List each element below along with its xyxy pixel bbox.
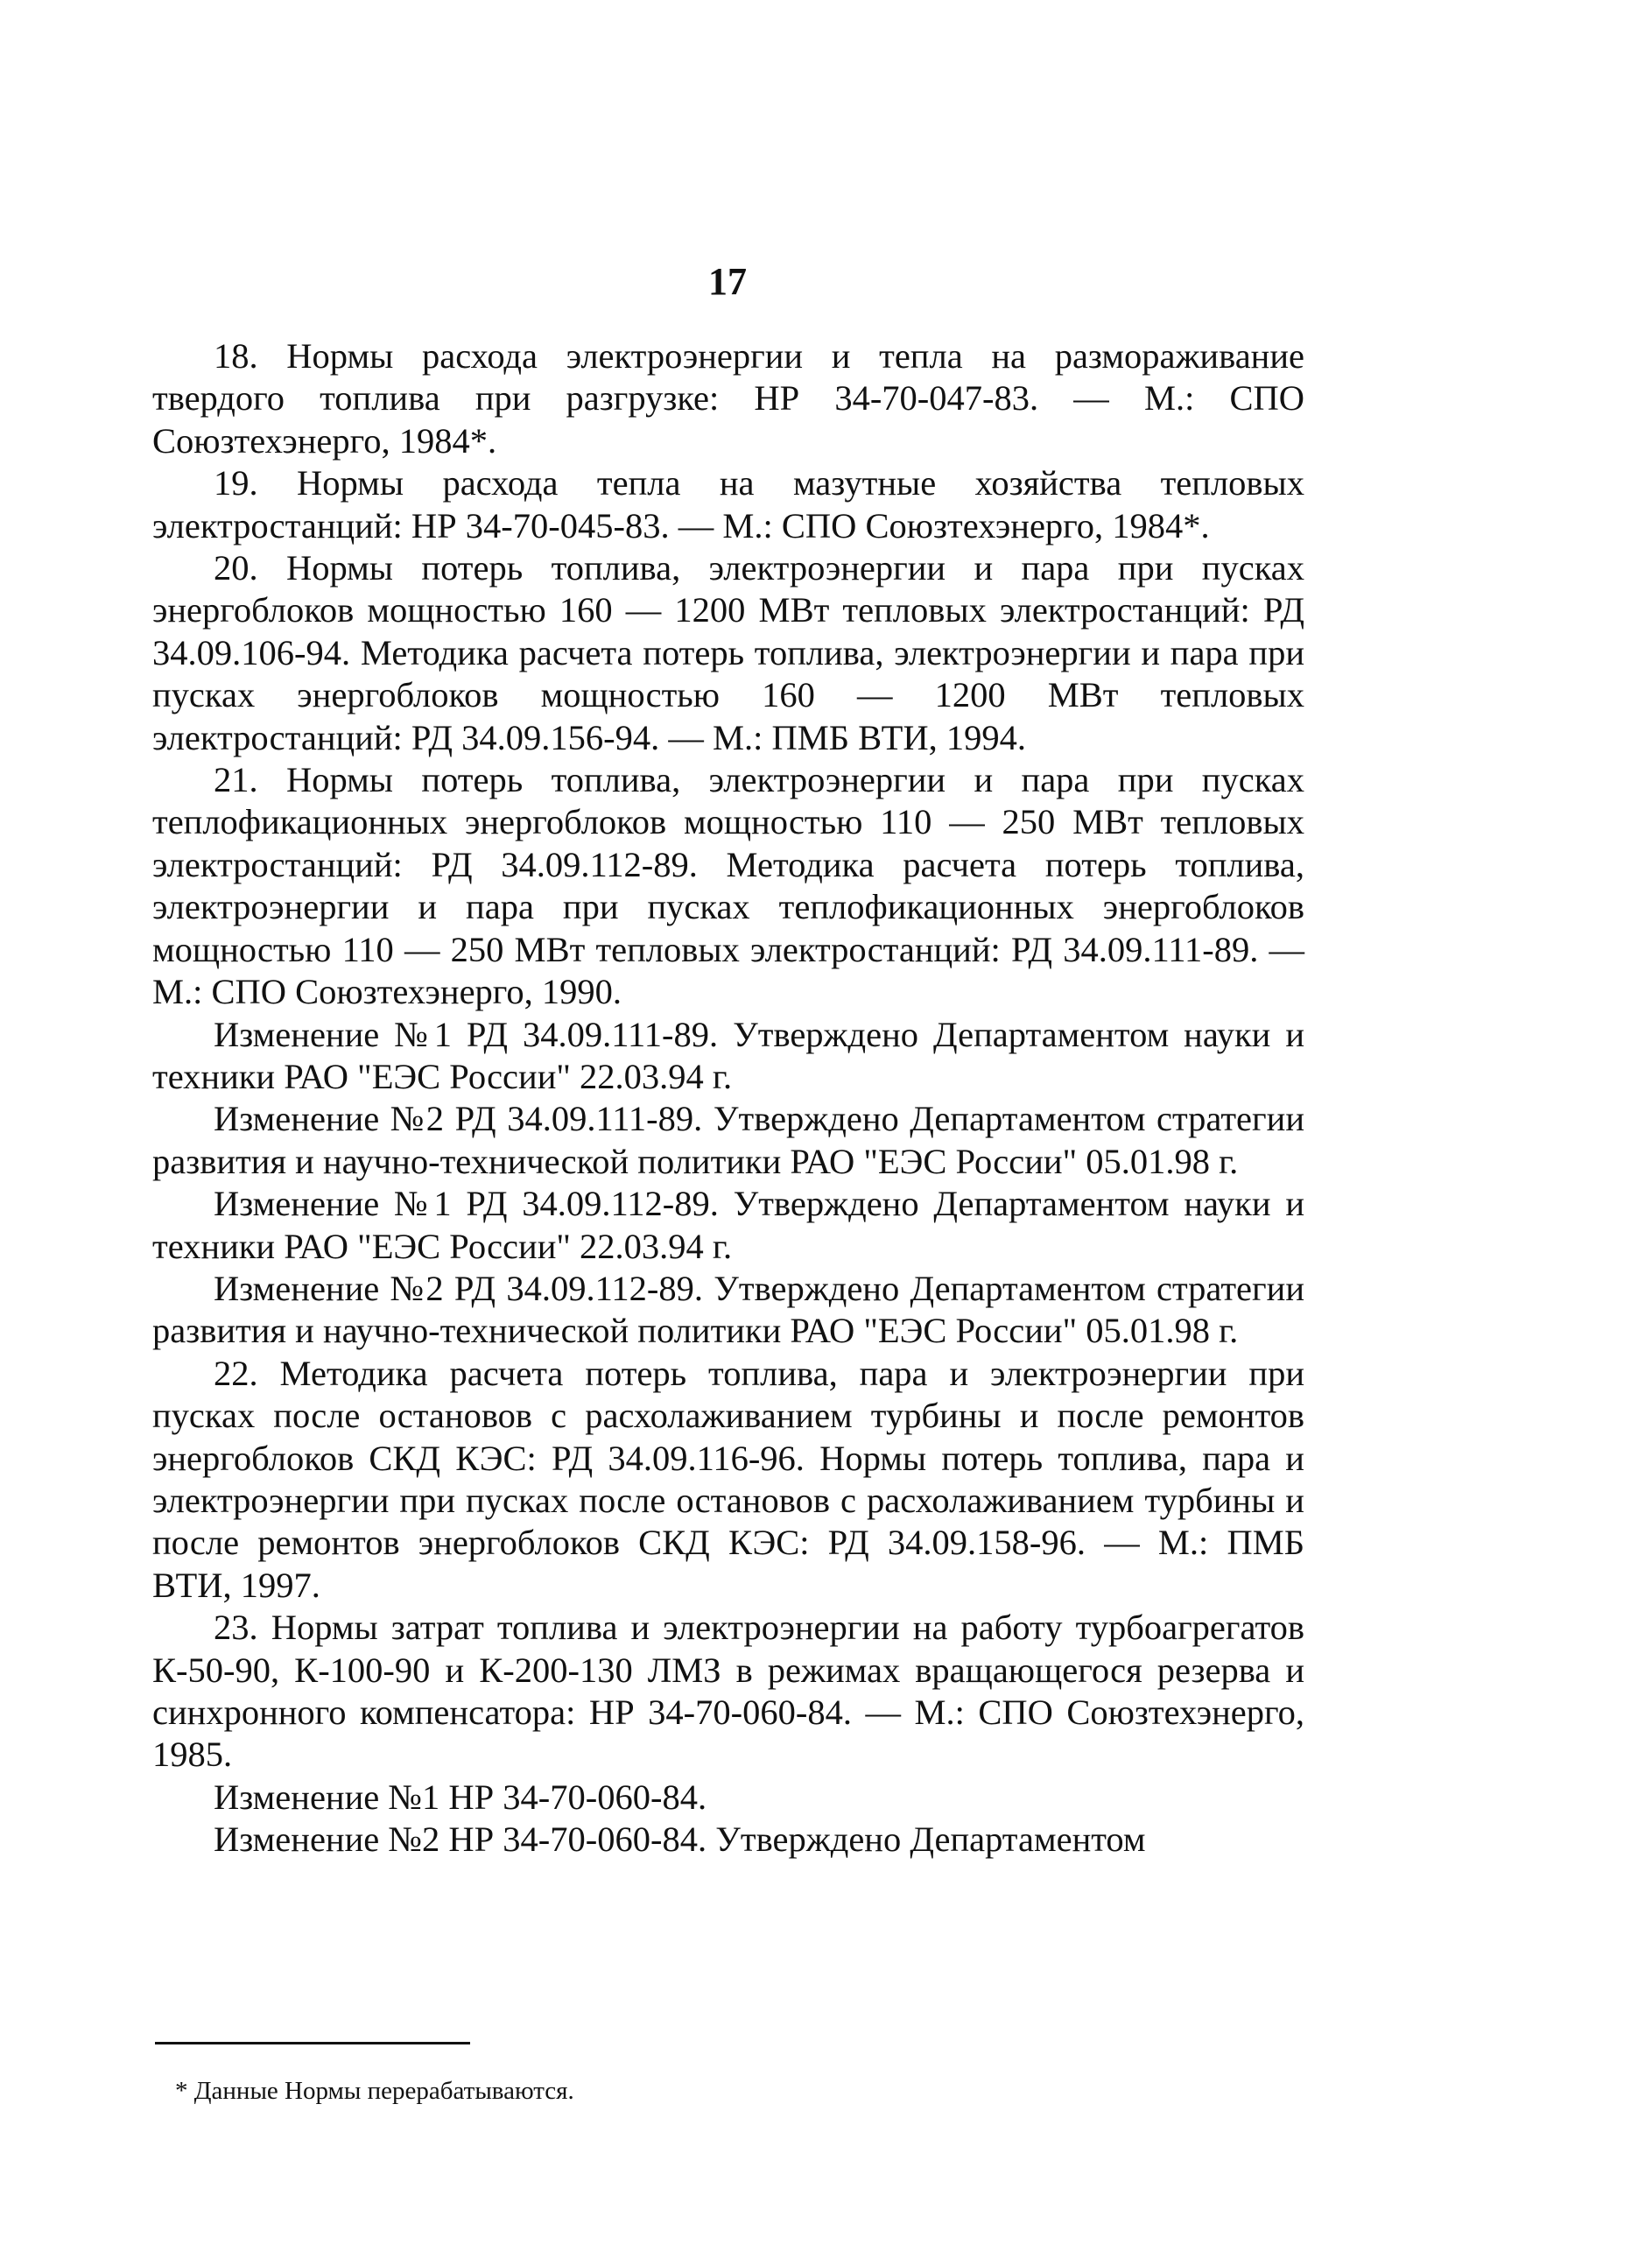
bibliography-list xyxy=(152,335,1304,1861)
list-item: 22. Методика расчета потерь топлива, пара и электроэнергии при пусках после остановов с расхолаживанием турбины и после ремонтов энергоблоков СКД КЭС: РД 34.09.116-96. Нормы потерь топлива, пара и электроэнергии при пусках после остановов с расхолаживанием турбины и после ремонтов энергоблоков СКД КЭС: РД 34.09.158-96. — М.: ПМБ ВТИ, 1997. xyxy=(152,1353,1304,1605)
list-item: Изменение №2 НР 34-70-060-84. Утверждено Департаментом xyxy=(214,1819,1146,1860)
page-number: 17 xyxy=(708,260,747,303)
list-item: 19. Нормы расхода тепла на мазутные хозяйства тепловых электростанций: НР 34-70-045-83. — М.: СПО Союзтехэнерго, 1984*. xyxy=(152,463,1304,545)
footnote-divider xyxy=(155,2042,470,2044)
list-item: Изменение №1 РД 34.09.111-89. Утверждено Департаментом науки и техники РАО "ЕЭС России" 22.03.94 г. xyxy=(152,1014,1304,1096)
list-item: 18. Нормы расхода электроэнергии и тепла на размораживание твердого топлива при разгрузке: НР 34-70-047-83. — М.: СПО Союзтехэнерго, 1984*. xyxy=(152,336,1304,461)
list-item: 20. Нормы потерь топлива, электроэнергии и пара при пусках энергоблоков мощностью 160 — 1200 МВт тепловых электростанций: РД 34.09.106-94. Методика расчета потерь топлива, электроэнергии и пара при пусках энергоблоков мощностью 160 — 1200 МВт тепловых электростанций: РД 34.09.156-94. — М.: ПМБ ВТИ, 1994. xyxy=(152,548,1304,757)
list-item: Изменение №1 РД 34.09.112-89. Утверждено Департаментом науки и техники РАО "ЕЭС России" 22.03.94 г. xyxy=(152,1184,1304,1266)
list-item: Изменение №1 НР 34-70-060-84. xyxy=(214,1777,707,1817)
footnote: * Данные Нормы перерабатываются. xyxy=(175,2077,574,2105)
list-item: 23. Нормы затрат топлива и электроэнергии на работу турбоагрегатов К-50-90, К-100-90 и К-200-130 ЛМЗ в режимах вращающегося резерва и синхронного компенсатора: НР 34-70-060-84. — М.: СПО Союзтехэнерго, 1985. xyxy=(152,1608,1304,1775)
list-item: Изменение №2 РД 34.09.112-89. Утверждено Департаментом стратегии развития и научно-технической политики РАО "ЕЭС России" 05.01.98 г. xyxy=(152,1268,1304,1351)
list-item: Изменение №2 РД 34.09.111-89. Утверждено Департаментом стратегии развития и научно-технической политики РАО "ЕЭС России" 05.01.98 г. xyxy=(152,1099,1304,1181)
list-item: 21. Нормы потерь топлива, электроэнергии и пара при пусках теплофикационных энергоблоков мощностью 110 — 250 МВт тепловых электростанций: РД 34.09.112-89. Методика расчета потерь топлива, электроэнергии и пара при пусках теплофикационных энергоблоков мощностью 110 — 250 МВт тепловых электростанций: РД 34.09.111-89. — М.: СПО Союзтехэнерго, 1990. xyxy=(152,760,1304,1012)
